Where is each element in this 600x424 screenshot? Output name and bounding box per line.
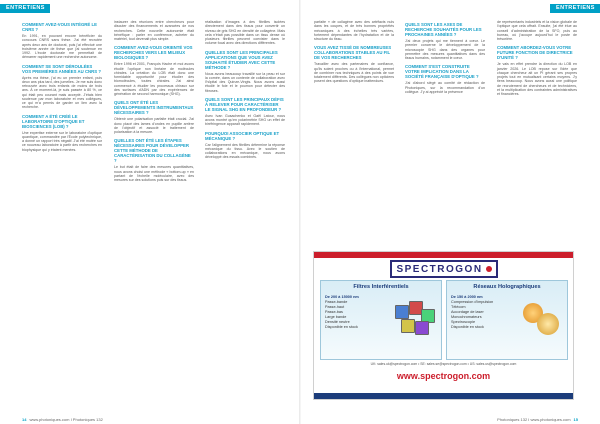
- ad-list-item: Passe-bande: [325, 300, 348, 304]
- interview-question: QUELLES SONT LES PRINCIPALES APPLICATIONS QUE VOUS AVEZ SOUHAITÉ ÉTUDIER AVEC CETTE MÉTHODE ?: [205, 49, 278, 70]
- ad-list-item: Accordage de laser: [451, 310, 484, 314]
- column-4: [314, 20, 394, 86]
- ad-list-item: Passe-bas: [325, 310, 343, 314]
- ad-panel-list: [325, 295, 359, 330]
- ad-list-item: Spectroscopie: [451, 320, 476, 324]
- ad-bottom-bar: [314, 393, 573, 399]
- ad-list-item: Compression d'impulsion: [451, 300, 494, 304]
- ad-list-item: Disponible en stock: [451, 325, 484, 329]
- column-2: [114, 20, 194, 184]
- interview-question: COMMENT S'EST CONSTRUITE VOTRE IMPLICATION DANS LA SOCIÉTÉ FRANÇAISE D'OPTIQUE ?: [405, 64, 479, 80]
- ad-list-item: Disponible en stock: [325, 325, 358, 329]
- interview-question: QUELS SONT LES AXES DE RECHERCHE SOUHAITÉS POUR LES PROCHAINES ANNÉES ?: [405, 22, 482, 37]
- ad-contact-line: UK: sales.uk@spectrogon.com • SE: sales.se@spectrogon.com • US: sales.us@spectrogon.com: [370, 362, 517, 366]
- interview-paragraph: J'ai d'abord siégé au comité de rédaction de Photoniques, sur la recommandation d'un collègue. J'y ai apprécié la présence: [405, 81, 485, 94]
- ad-list-item: Large bande: [325, 315, 347, 319]
- interview-question: QUELS SONT LES PRINCIPAUX DÉFIS À RELEVER POUR CARACTÉRISER LE SIGNAL SHG EN PROFONDEUR ?: [205, 96, 284, 112]
- interview-paragraph: Travailler avec des partenaires de confiance, qu'ils soient proches ou à l'international, permet de combiner nos techniques à des points de vue totalement différents. Des collègues non opticiens posent des questions d'optique inattendues.: [314, 62, 394, 84]
- interview-paragraph: Le but était de faire des mesures quantitatives, nous avons choisi une méthode « bottom-up » en partant de l'échelle moléculaire, avec des mesures sur des solutions puis sur des tissus.: [114, 165, 194, 182]
- interview-paragraph: En 1991, en pouvant encore bénéficier du concours CNRS sans thèse. J'ai été recrutée après deux ans de doctorat, puis j'ai effectué une troisième année de thèse que j'ai soutenue en 1992. L'école doctorale me permettait de démarrer rapidement une recherche autonome.: [22, 34, 102, 60]
- interview-paragraph: Nous avons beaucoup travaillé sur la peau et sur la cornée, dans un contexte de collaboration avec l'hôpital des Quinze-Vingts. Nous avons aussi étudié le foie et le poumon pour détecter des fibroses.: [205, 71, 285, 93]
- interview-paragraph: J'ai deux projets qui me tiennent à cœur. Le premier concerne le développement de la microscopie SHG dans des organes pour permettre des mesures quantitatives dans des tissus humains, notamment le cœur.: [405, 39, 485, 60]
- column-3: [205, 20, 285, 162]
- ad-list-item: Monochromateurs: [451, 315, 482, 319]
- section-tab-left: ENTRETIENS: [0, 4, 50, 13]
- interview-paragraph: instaurer des réunions entre chercheurs pour discuter des financements et avancées de nos recherches. Cette nouvelle autonomie était bénéfique : parler en conférence, acheter du matériel, tout devenait plus simple.: [114, 20, 194, 41]
- ad-list-item: Télécom: [451, 305, 466, 309]
- page-number-right: 15: [573, 417, 578, 422]
- footer-left: [22, 417, 103, 422]
- interview-paragraph: réalisation d'images à des fibrilles isolées directement dans des tissus pour convertir un niveau de gris SHG en densité de collagène. Mais cela n'était pas possible dans un tissu dense où plusieurs fibrilles peuvent coexister dans le volume focal avec des directions différentes.: [205, 20, 285, 46]
- interview-question: COMMENT AVEZ-VOUS ORIENTÉ VOS RECHERCHES VERS LES MILIEUX BIOLOGIQUES ?: [114, 45, 193, 61]
- page-gutter: [299, 0, 301, 424]
- ad-panel-title: Filtres Interférentiels: [353, 284, 409, 290]
- interview-question: COMMENT ABORDEZ-VOUS VOTRE FUTURE FONCTION DE DIRECTRICE D'UNITÉ ?: [497, 45, 573, 61]
- ad-list-item: Densité neutre: [325, 320, 350, 324]
- interview-question: VOUS AVEZ TISSÉ DE NOMBREUSES COLLABORATIONS STABLES AU FIL DE VOS RECHERCHES: [314, 45, 392, 61]
- interview-paragraph: Une expertise externe sur le laboratoire d'optique quantique, commandée par l'École polytechnique, a donné un rapport très négatif. J'ai été mutée sur ce nouveau laboratoire à partir des recherches en biophysique qui y étaient menées.: [22, 130, 102, 152]
- interview-paragraph: parfaite » de collagène avec des artéfacts nuls dans les coupes, et de très bonnes propriétés mécaniques à des échelles très variées, fortement dépendantes de l'hydratation et de la structure du tissu.: [314, 20, 394, 41]
- interview-paragraph: Avec Ivan Gusachenko et Gaël Latour, nous avons montré qu'en polarimétrie SHG un effet de biréfringence apparaît rapidement.: [205, 113, 285, 127]
- interview-paragraph: Après ma thèse, j'ai eu un premier enfant, puis deux ans plus tard, des jumelles. Je me suis donc retrouvée avec trois enfants de moins de trois ans. À ce moment-là, je suis passée à 80 %, ce qui était peu courant mais accepté. J'étais bien soutenue par mon laboratoire et mes collègues, ce qui m'a permis de garder un lien avec la recherche.: [22, 75, 102, 110]
- ad-panel-title: Réseaux Holographiques: [473, 284, 541, 290]
- interview-paragraph: Car l'alignement des fibrilles détermine la réponse mécanique du tissu. Avec le soutien de collaborations en mécanique, nous avons développé des essais combinés.: [205, 142, 285, 160]
- interview-paragraph: Entre 1996 et 2001, François Hache et moi avons étudié l'optique non linéaire de molécules chirales. La création du LOB était donc une formidable opportunité pour étudier des biomolécules, toutes chirales. J'ai ainsi commencé à étudier les processus chiraux sur des surfaces d'ADN par des expériences de génération de second harmonique (SHG).: [114, 62, 194, 96]
- spectrogon-advertisement[interactable]: [313, 251, 574, 400]
- interview-paragraph: Je vais en effet prendre la direction du LOB en janvier 2026. Le LOB repose sur l'idée que chaque chercheur ait un PI gérant ses propres projets tout en mutualisant certains moyens. J'y tiens beaucoup. Nous avons aussi une politique de recrutement de chercheurs et de techniciens, et la multiplication des contraintes administratives et financières.: [497, 62, 577, 96]
- footer-site-left: www.photoniques.com I Photoniques 132: [29, 417, 103, 422]
- ad-panel-list: [451, 295, 493, 330]
- interview-question: COMMENT AVEZ-VOUS INTÉGRÉ LE CNRS ?: [22, 22, 97, 32]
- interview-paragraph: Obtenir une polarisation parfaite était crucial. J'ai donc placé des lames d'ondes en pupille arrière de l'objectif et associé le traitement de polarisation à la mesure.: [114, 117, 194, 134]
- interview-question: QUELLES ONT ÉTÉ LES ÉTAPES NÉCESSAIRES POUR DÉVELOPPER CETTE MÉTHODE DE CARACTÉRISATION DU COLLAGÈNE ?: [114, 138, 191, 164]
- ad-website-link[interactable]: www.spectrogon.com: [396, 371, 491, 381]
- interview-question: QUELS ONT ÉTÉ LES DÉVELOPPEMENTS INSTRUMENTAUX NÉCESSAIRES ?: [114, 100, 194, 116]
- column-5: [405, 20, 485, 96]
- ad-panel-gratings: [446, 280, 568, 360]
- section-tab-right: ENTRETIENS: [550, 4, 600, 13]
- optical-filters-icon: [395, 299, 435, 333]
- column-6: [497, 20, 577, 98]
- ad-top-bar: [314, 252, 573, 258]
- page-number-left: 14: [22, 417, 27, 422]
- logo-dot-icon: [486, 266, 492, 272]
- footer-site-right: Photoniques 132 I www.photoniques.com: [497, 417, 571, 422]
- column-1: [22, 20, 102, 154]
- interview-paragraph: de représentants industriels et la vision globale de l'optique que cela offrait. Ensuite, j'ai été élue au conseil d'administration de la SFO, puis au bureau, où j'occupe aujourd'hui le poste de trésorière.: [497, 20, 577, 41]
- ad-brand-name: SPECTROGON: [396, 263, 483, 275]
- interview-question: COMMENT A ÉTÉ CRÉÉ LE LABORATOIRE D'OPTIQUE ET BIOSCIENCES (LOB) ?: [22, 113, 85, 129]
- footer-right: [497, 417, 578, 422]
- interview-question: POURQUOI ASSOCIER OPTIQUE ET MÉCANIQUE ?: [205, 130, 280, 141]
- ad-list-item: De 150 à 2000 nm: [451, 295, 483, 299]
- ad-list-item: De 200 à 15000 nm: [325, 295, 359, 299]
- ad-list-item: Passe-haut: [325, 305, 345, 309]
- holographic-gratings-icon: [519, 299, 561, 339]
- ad-panel-filters: [320, 280, 442, 360]
- spectrogon-logo: [390, 260, 498, 278]
- interview-question: COMMENT SE SONT DÉROULÉES VOS PREMIÈRES ANNÉES AU CNRS ?: [22, 63, 101, 74]
